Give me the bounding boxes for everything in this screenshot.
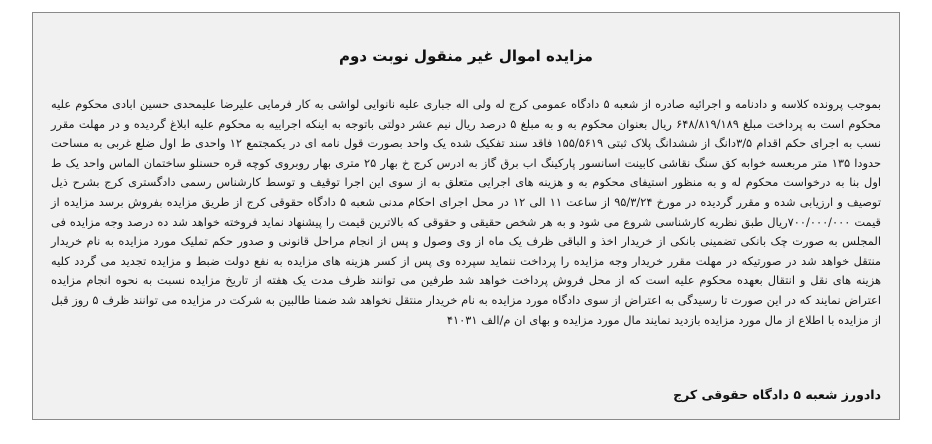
notice-body: بموجب پرونده کلاسه و دادنامه و اجرائیه صادره از شعبه ۵ دادگاه عمومی کرج له ولی اله جباری علیه نانوایی لواشی به کار فرمایی علیرضا علیمحدی حسین ابادی محکوم علیه محکوم است به پرداخت مبلغ ۶۴۸/۸۱۹/۱۸۹ ریال بعنوان محکوم به و به مبلغ ۵ درصد ریال نیم عشر دولتی باتوجه به اینکه اجراییه به محکوم علیه ابلاغ گردیده و در مهلت مقرر نسب به اجرای حکم اقدام ۳/۵دانگ از ششدانگ پلاک ثبتی ۱۵۵/۵۶۱۹ فاقد سند تفکیک شده یک واحد بصورت قول نامه ای در یکمجتمع ۱۲ واحدی ط اول ضلع غربی به مساحت حدودا ۱۳۵ متر مربعسه خوابه کق سنگ نقاشی کابینت اسانسور پارکینگ اب برق گاز به ادرس کرج خ بهار ۲۵ متری بهار روبروی کوچه قره حسنلو ساختمان الماس واحد یک ط اول بنا به درخواست محکوم له و به منظور استیفای محکوم به و هزینه های اجرایی متعلق به از سوی این اجرا توقیف و توسط کارشناس رسمی دادگستری کرج بشرح ذیل توصیف و ارزیابی شده و مقرر گردیده در مورخ ۹۵/۳/۲۴ از ساعت ۱۱ الی ۱۲ در محل اجرای احکام مدنی شعبه ۵ دادگاه حقوقی کرج از طریق مزایده بفروش برسد مزایده از قیمت ۷۰۰/۰۰۰/۰۰۰ریال طبق نظریه کارشناسی شروع می شود و به هر شخص حقیقی و حقوقی که بالاترین قیمت را پیشنهاد نماید فروخته خواهد شد ده درصد وجه مزایده فی المجلس به صورت چک بانکی تضمینی بانکی از خریدار اخذ و الباقی ظرف یک ماه از وی وصول و پس از انجام مراحل قانونی و صدور حکم تملیک مورد مزایده به نام خریدار منتقل خواهد شد در صورتیکه در مهلت مقرر خریدار وجه مزایده را پرداخت ننماید سپرده وی پس از کسر هزینه های مزایده به نفع دولت ضبط و مزایده تجدید می گردد کلیه هزینه های نقل و انتقال بعهده محکوم علیه است که از محل فروش پرداخت خواهد شد طرفین می توانند ظرف مدت یک هفته از تاریخ مزایده نسبت به نحوه انجام مزایده اعتراض نمایند که در این صورت تا رسیدگی به اعتراض از سوی دادگاه مورد مزایده به نام خریدار منتقل نخواهد شد ضمنا طالبین به شرکت در مزایده می توانند ظرف ۵ روز قبل از مزایده با اطلاع از مال مورد مزایده بازدید نمایند مال مورد مزایده و بهای ان م/الف ۴۱۰۳۱ — [51, 97, 882, 327]
notice-box — [32, 12, 900, 420]
notice-title: مزایده اموال غیر منقول نوبت دوم — [339, 47, 593, 65]
notice-signature: دادورز شعبه ۵ دادگاه حقوقی کرج — [673, 387, 881, 402]
